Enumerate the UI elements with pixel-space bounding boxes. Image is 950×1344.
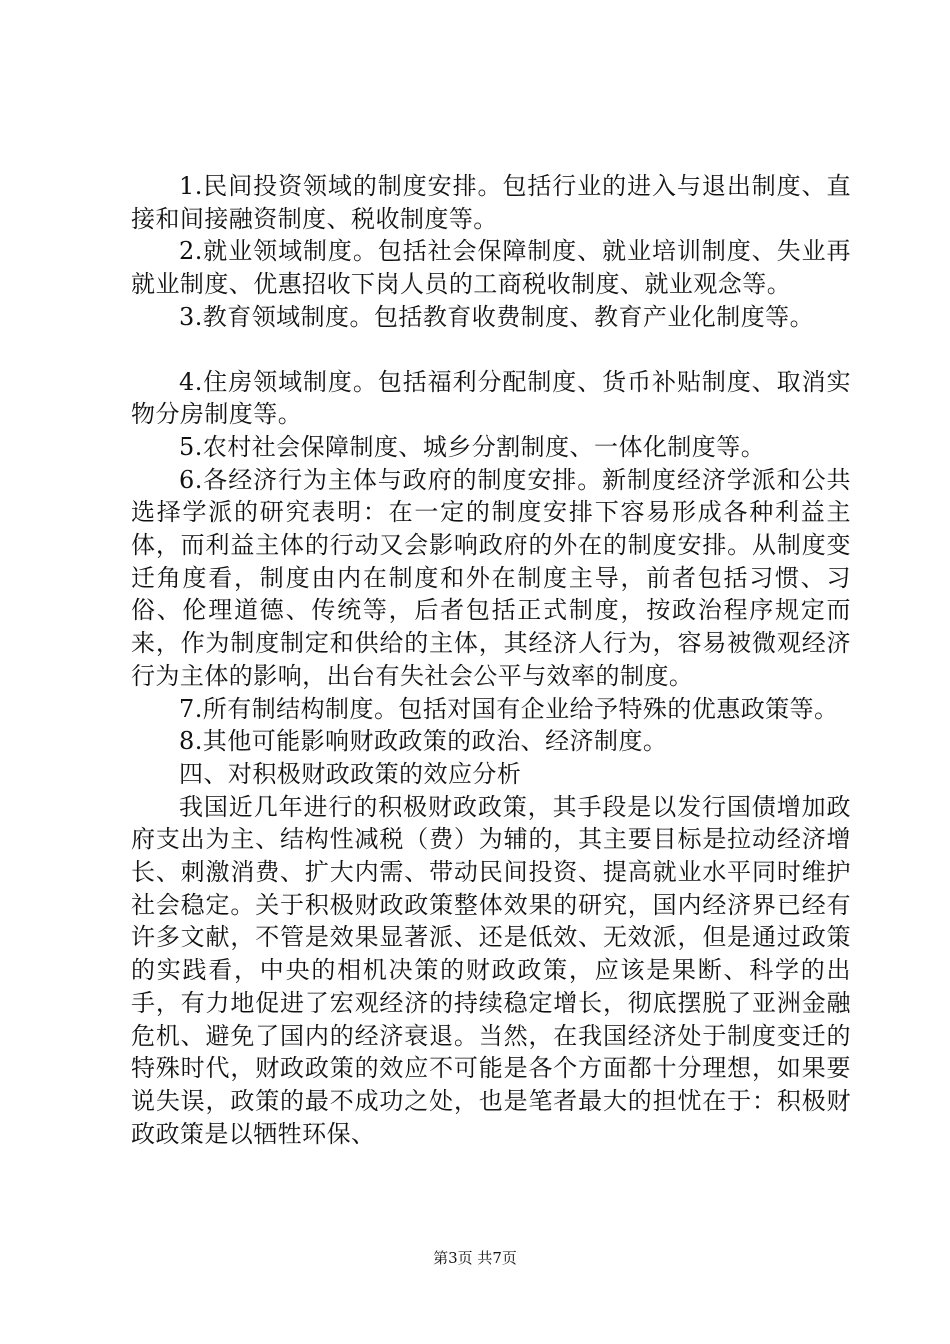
- paragraph-item-7: 7.所有制结构制度。包括对国有企业给予特殊的优惠政策等。: [179, 694, 839, 723]
- paragraph-item-5: 5.农村社会保障制度、城乡分割制度、一体化制度等。: [179, 432, 766, 461]
- paragraph-item-6: 6.各经济行为主体与政府的制度安排。新制度经济学派和公共选择学派的研究表明：在一定的制度安排下容易形成各种利益主体，而利益主体的行动又会影响政府的外在的制度安排。从制度变迁角度看，制度由内在制度和外在制度主导，前者包括习惯、习俗、伦理道德、传统等，后者包括正式制度，按政治程序规定而来，作为制度制定和供给的主体，其经济人行为，容易被微观经济行为主体的影响，出台有失社会公平与效率的制度。: [131, 465, 851, 690]
- paragraph-item-1: 1.民间投资领域的制度安排。包括行业的进入与退出制度、直接和间接融资制度、税收制度等。: [131, 172, 851, 233]
- paragraph-item-8: 8.其他可能影响财政政策的政治、经济制度。: [179, 727, 668, 756]
- paragraph-item-2: 2.就业领域制度。包括社会保障制度、就业培训制度、失业再就业制度、优惠招收下岗人员的工商税收制度、就业观念等。: [131, 237, 851, 299]
- document-body: [131, 170, 851, 1150]
- page-footer: 第3页 共7页: [433, 1249, 517, 1267]
- paragraph-item-3: 3.教育领域制度。包括教育收费制度、教育产业化制度等。: [179, 302, 815, 331]
- paragraph-analysis: 我国近几年进行的积极财政政策，其手段是以发行国债增加政府支出为主、结构性减税（费）为辅的，其主要目标是拉动经济增长、刺激消费、扩大内需、带动民间投资、提高就业水平同时维护社会稳定。关于积极财政政策整体效果的研究，国内经济界已经有许多文献，不管是效果显著派、还是低效、无效派，但是通过政策的实践看，中央的相机决策的财政政策，应该是果断、科学的出手，有力地促进了宏观经济的持续稳定增长，彻底摆脱了亚洲金融危机、避免了国内的经济衰退。当然，在我国经济处于制度变迁的特殊时代，财政政策的效应不可能是各个方面都十分理想，如果要说失误，政策的最不成功之处，也是笔者最大的担忧在于：积极财政政策是以牺牲环保、: [131, 792, 851, 1148]
- section-heading: 四、对积极财政政策的效应分析: [179, 759, 522, 788]
- paragraph-item-4: 4.住房领域制度。包括福利分配制度、货币补贴制度、取消实物分房制度等。: [131, 367, 851, 429]
